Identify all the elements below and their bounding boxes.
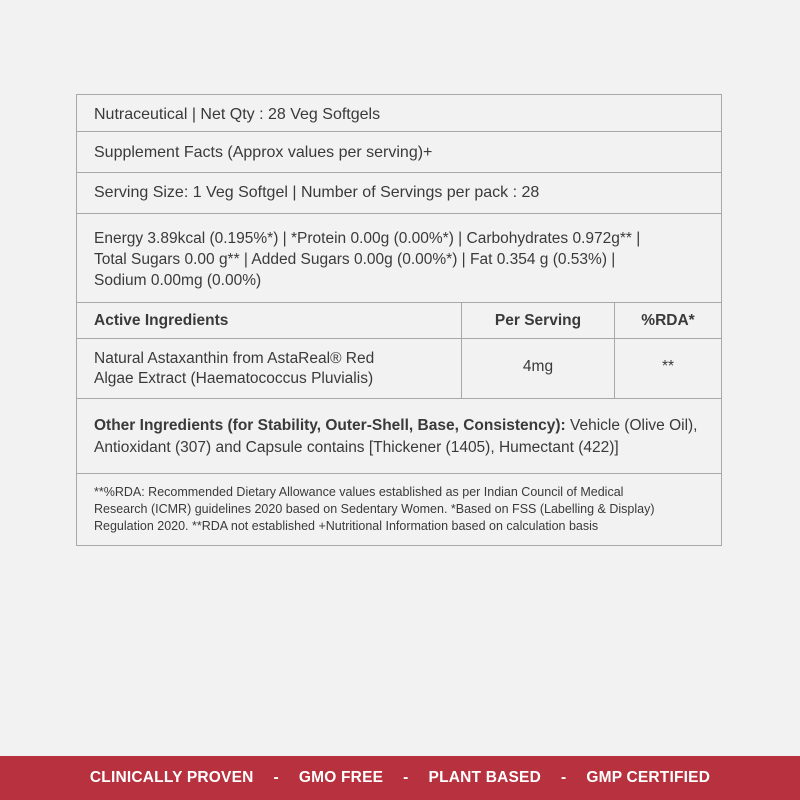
ingredient-name-line-1: Natural Astaxanthin from AstaReal® Red bbox=[94, 350, 375, 367]
supplement-facts-title: Supplement Facts (Approx values per serving)+ bbox=[77, 132, 721, 173]
supplement-facts-panel bbox=[76, 94, 722, 546]
header-active-ingredients: Active Ingredients bbox=[77, 303, 461, 339]
nutrition-line-1: Energy 3.89kcal (0.195%*) | *Protein 0.00g (0.00%*) | Carbohydrates 0.972g** | bbox=[94, 230, 641, 247]
other-ingredients-row bbox=[77, 399, 721, 474]
nutrition-line-2: Total Sugars 0.00 g** | Added Sugars 0.00g (0.00%*) | Fat 0.354 g (0.53%) | bbox=[94, 251, 616, 268]
banner-gmo-free: GMO FREE bbox=[298, 769, 384, 786]
other-ingredients-label: Other Ingredients (for Stability, Outer-Shell, Base, Consistency): bbox=[94, 417, 566, 434]
nutrition-line-3: Sodium 0.00mg (0.00%) bbox=[94, 272, 262, 289]
header-per-serving: Per Serving bbox=[461, 303, 614, 339]
banner-plant-based: PLANT BASED bbox=[428, 769, 541, 786]
banner-gmp-certified: GMP CERTIFIED bbox=[586, 769, 711, 786]
header-rda: %RDA* bbox=[614, 303, 721, 339]
ingredient-name-cell bbox=[77, 339, 461, 398]
banner-separator: - bbox=[560, 769, 567, 786]
active-ingredients-table bbox=[77, 303, 721, 399]
certification-banner bbox=[0, 756, 800, 800]
ingredient-name-line-2: Algae Extract (Haematococcus Pluvialis) bbox=[94, 370, 374, 387]
serving-size-row: Serving Size: 1 Veg Softgel | Number of Servings per pack : 28 bbox=[77, 173, 721, 214]
nutrition-info-row bbox=[77, 214, 721, 303]
per-serving-value: 4mg bbox=[461, 339, 614, 398]
footnote-row bbox=[77, 474, 721, 545]
banner-clinically-proven: CLINICALLY PROVEN bbox=[89, 769, 254, 786]
footnote-line-1: **%RDA: Recommended Dietary Allowance values established as per Indian Council of Medical bbox=[94, 485, 624, 499]
rda-value: ** bbox=[614, 339, 721, 398]
net-qty-row: Nutraceutical | Net Qty : 28 Veg Softgels bbox=[77, 95, 721, 132]
footnote-line-3: Regulation 2020. **RDA not established +Nutritional Information based on calculation basis bbox=[94, 519, 599, 533]
other-ingredients-text: Vehicle (Olive Oil), Antioxidant (307) and Capsule contains [Thickener (1405), Humectant (422)] bbox=[94, 417, 698, 456]
banner-separator: - bbox=[273, 769, 279, 786]
banner-separator: - bbox=[403, 769, 409, 786]
footnote-line-2: Research (ICMR) guidelines 2020 based on Sedentary Women. *Based on FSS (Labelling & Display) bbox=[94, 502, 655, 516]
